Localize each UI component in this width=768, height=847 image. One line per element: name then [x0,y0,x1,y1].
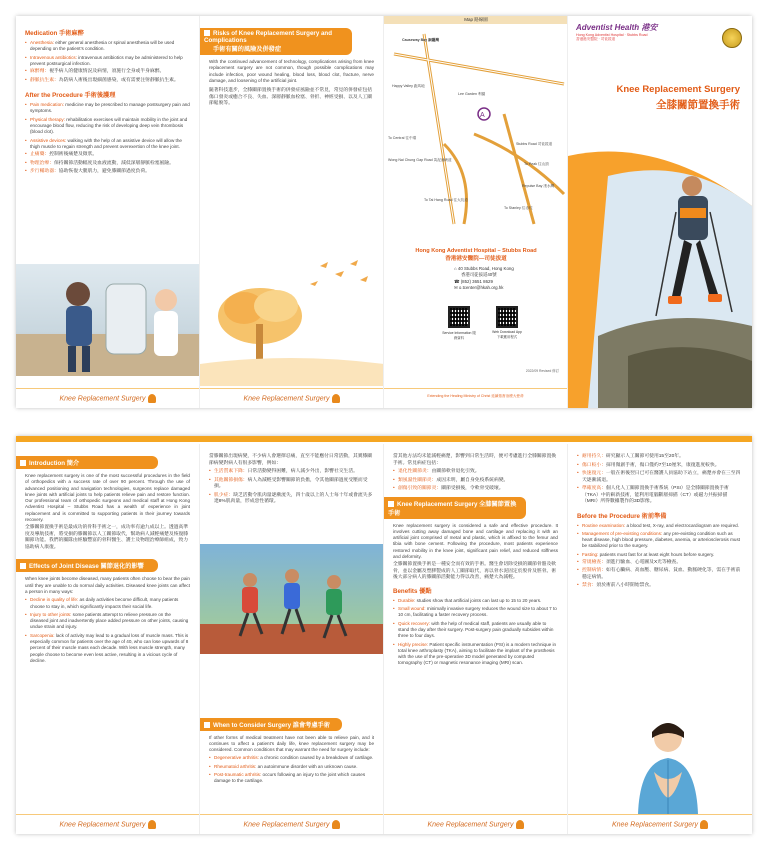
list-item: • 步行輔助器：協助恢復大腿肌力，避免膝關節過度負荷。 [25,169,190,176]
effects-text-en: When knee joints become diseased, many patients often choose to bear the pain until they are unable to do normal daily activities. Diseased knee joints can affect a person in many ways: [25,576,190,594]
square-icon [388,501,394,507]
intro-text-zh: 全膝關節置換手術是最成功的骨科手術之一，成功率有逾九成以上。透過高準度及導航技術，將受損的膝關節以人工關節取代，幫助病人減輕痛楚及恢復膝關節功能。我們的團隊由經驗豐富的骨科醫生、護士及物理治療師組成，致力協助病人康復。 [25,525,189,550]
risks-text-zh: 隨著科技進步，全膝關節置換手術的併發症風險並不常見，常見的併發症包括傷口發炎或癒合不良、失血、深層靜脈血栓塞、骨折、神經受損、以及人工關節鬆脫等。 [209,88,373,107]
runner-icon [332,820,340,829]
list-item: • 創傷引致的關節炎：關節受損後，令軟骨受破壞。 [393,486,558,493]
when-text-en: If other forms of medical treatment have not been able to relieve pain, and it continues to affect a patient's daily life, knee replacement surgery may be considered. Common conditions that may warrant the need for surgery include: [209,734,374,753]
footer: Knee Replacement Surgery [568,814,752,834]
list-item: • Assistive devices: walking with the help of an assistive device will allow the thigh muscle to regain strength and prevent overexertion of the knee joint. [25,138,190,151]
map-label: Repulse Bay 淺水灣 [522,184,555,188]
runner-icon [332,394,340,403]
list-item: • 準確度高：個人化人工關節置換手術系統（PSI）是全膝關節置換手術（TKA）中的嶄新技術，能利用電腦斷層掃描（CT）或磁力共振掃描（MRI）所得數據製作的3D影像。 [577,486,743,506]
map-label: Stubbs Road 司徒拔道 [516,142,553,146]
list-item: • 麻醉劑：視乎病人的健康情況及病情，須施行全身或半身麻醉。 [25,69,190,76]
list-item: • Management of pre-existing conditions: any pre-existing condition such as heart disease, high blood pressure, diabetes, anemia, or arteriosclerosis must be stabilized prior to the surgery. [577,531,743,550]
list-item: • Pain medication: medicine may be prescribed to manage postsurgery pain and symptoms. [25,102,190,115]
list-item: • 耐用持久：研究顯示人工關節可使用15至20年。 [577,454,743,461]
list-item: • 禁食：須於術前八小時開始禁食。 [577,583,743,590]
map-label: To Stanley 往赤柱 [504,206,533,210]
list-item: • Small wound: minimally invasive surgery reduces the wound size to about 7 to 10 cm, facilitating a faster recovery process. [393,606,558,619]
location-map [384,24,568,244]
nurse-photo [608,714,728,814]
panel-risks [200,16,384,408]
intro-text-en: Knee replacement surgery is one of the most successful procedures in the field of orthopedics with a success rate of over 90 percent. Through the use of advanced positioning and navigation technologies, surgeons replace damaged knee joints with artificial joints to help patients relieve pain and restore function. Our professional team of orthopedic surgeons and medical staff at Hong Kong Adventist Hospital – Stubbs Road has a wealth of experience in joint replacement and is committed to supporting patients in their journey towards recovery. [25,473,190,523]
map-label: Causeway Bay 銅鑼灣 [402,38,439,42]
after-procedure-list [25,102,190,176]
effects-list-zh [209,469,374,506]
list-item: • Injury to other joints: some patients attempt to relieve pressure on the diseased joint and inadvertently place added pressure on other joints, causing undue strain and injury. [25,612,190,631]
panel-surgery-benefits [384,444,568,834]
footer: Knee Replacement Surgery [16,814,199,834]
footer: Knee Replacement Surgery [200,388,383,408]
map-label: To Tai Hang Road 往大坑道 [424,198,468,202]
phone: ☎ (852) 3651 8629 [454,278,493,284]
section-title-benefits: Benefits 優點 [393,587,432,595]
panel-before-procedure [568,444,752,834]
when-list-zh [393,469,558,493]
footer: Knee Replacement Surgery [200,814,383,834]
section-title-when-surgery: When to Consider Surgery 誰會考慮手術 [200,718,342,731]
revised-date: 2022/09 Revised 修訂 [525,369,559,373]
about-text-zh: 全膝關節置換手術是一種安全而有效的手術。醫生會切除受損的關節骨骼及軟骨，並以金屬及塑膠製成的人工關節取代，再以骨水泥固定於股骨及脛骨。術後大部分病人的膝關節活動能力得以改善，痛楚大為減輕。 [393,562,557,581]
panel-introduction [16,444,200,834]
address: ⌂ 40 Stubbs Road, Hong Kong [454,266,514,271]
list-item: • 生活質素下降：日常活動變得困難，病人減少外出，影響社交生活。 [209,469,374,476]
square-icon [204,30,210,36]
walker-photo [16,264,200,376]
list-item: • 快速復元：一般在術後翌日已可在醫護人員協助下站立，痛楚亦會在三至四天逐漸減退。 [577,471,743,484]
panel-when-consider [200,444,384,834]
list-item: • 其他關節損傷：病人為減輕受影響關節的負擔，令其他關節過度受壓而受損。 [209,478,374,491]
section-title-knee-surgery: Knee Replacement Surgery 全膝關節置換手術 [384,497,526,519]
effects-text-zh: 當膝關節出現病變，不少病人會選擇忍痛，直至不能應付日常活動，其實膝關節病變對病人有很多影響，例如： [209,454,373,466]
list-item: • 靜脈抗生素：為防病人術後出現細菌感染，或有需要注射靜脈抗生素。 [25,78,190,85]
benefits-list [393,598,558,667]
list-item: • Post-traumatic arthritis: occurs following an injury to the joint which causes damage to the cartilage. [209,772,374,785]
risks-text-en: With the continued advancement of technology, complications arising from knee replacement surgery are not common, though possible complications may include infection, poor wound healing, blood loss, blood clot, fracture, nerve damage, and loosening of the artificial joint. [209,59,374,83]
qr-code-icon [496,306,518,328]
list-item: • Routine examination: a blood test, X-ray, and electrocardiogram are required. [577,523,743,529]
map-label: To Central 往中環 [388,136,417,140]
map-label: Happy Valley 跑馬地 [392,84,425,88]
list-item: • Physical therapy: rehabilitation exercises will maintain mobility in the joint and encourage blood flow, reducing the risk of developing deep vein thrombosis (blood clot). [25,117,190,136]
list-item: • 肌少症：缺乏活動令肌肉量逐漸流失，四十歲以上的人士每十年或會流失多達8%肌肉量，形成惡性循環。 [209,493,374,506]
about-text-en: Knee replacement surgery is considered a safe and effective procedure. It involves cutting away damaged bone and cartilage and replacing it with an artificial joint comprised of metal and plastic, which is affixed to the femur and tibia with bone cement. Following the procedure, most patients experience restored mobility in the knee joint, significant pain relief, and reduced stiffness and deformity. [393,522,558,559]
list-item: • Rheumatoid arthritis: an autoimmune disorder with an unknown cause. [209,764,374,770]
section-title-introduction: Introduction 簡介 [16,456,158,469]
section-title-before-procedure: Before the Procedure 術前準備 [577,512,667,520]
brand-logo: Adventist Health 港安 Hong Kong Adventist Hospital · Stubbs Road 香港港安醫院 · 司徒拔道 [576,23,658,41]
footer: Knee Replacement Surgery [384,814,567,834]
benefits-list-zh [577,454,743,506]
list-item: • Highly precise: Patient specific instrumentation (PSI) is a modern technique in total knee arthroplasty (TKA), aiming to facilitate the implant of the prosthesis with the use of the pre-operative 3D model generated by computed tomography (CT) or magnetic resonance imaging (MRI) scan. [393,642,558,667]
panel-medication [16,16,200,408]
map-label: Lee Garden 利園 [458,92,486,96]
medication-list [25,40,190,84]
top-accent-bar [16,436,752,442]
award-seal-icon [722,28,742,48]
footer: Knee Replacement Surgery [16,388,199,408]
qr-service[interactable]: Service Information 服務資料 [442,306,476,340]
runner-icon [516,820,524,829]
effects-list [25,597,190,664]
section-title-risks: Risks of Knee Replacement Surgery and Complications 手術有關的風險及併發症 [200,28,352,55]
list-item: • Degenerative arthritis: a chronic condition caused by a breakdown of cartilage. [209,755,374,761]
list-item: • 傷口較小：採用微創手術，傷口僅約7至10厘米，康復進度較快。 [577,463,743,470]
square-icon [204,722,210,728]
map-label: Wong Nai Chung Gap Road 黃泥涌峽道 [388,158,452,162]
list-item: • Quick recovery: with the help of medical staff, patients are usually able to stand the day after their surgery. Post-surgery pain gradually subsides within three to four days. [393,621,558,640]
before-list [577,523,743,590]
when-list [209,755,374,784]
runner-icon [148,820,156,829]
list-item: • 常規檢查：須進行驗血、心電圖及X光等檢查。 [577,560,743,567]
section-title-medication: Medication 手術麻醉 [25,30,84,37]
map-title: Map 路線圖 [384,16,568,24]
runner-icon [148,394,156,403]
email[interactable]: ✉ o.tcenter@hkah.org.hk [454,284,504,290]
map-label: To Peak 往山頂 [524,162,549,166]
list-item: • Durable: studies show that artificial joints can last up to 15 to 20 years. [393,598,558,604]
list-item: • 物理治療：保持關節活動幅度及血液流動，減低深層靜脈栓塞風險。 [25,161,190,168]
cover-title: Knee Replacement Surgery 全膝關節置換手術 [616,84,740,111]
list-item: • Decline in quality of life: as daily activities become difficult, many patients choose to stay in, which significantly impacts their social life. [25,597,190,610]
panel-map [384,16,568,408]
list-item: • Fasting: patients must fast for at least eight hours before surgery. [577,552,743,558]
brochure-outside-sheet [16,16,752,408]
square-icon [20,563,26,569]
list-item: • 控制病情：如有心臟病、高血壓、糖尿病、貧血、動脈硬化等，需在手術前穩定病情。 [577,568,743,581]
runners-photo [200,544,384,654]
runner-icon [700,820,708,829]
square-icon [20,460,26,466]
list-item: • Intravenous antibiotics: intravenous antibiotics may be administered to help prevent postsurgical infection. [25,55,190,68]
svg-text:A: A [480,112,485,119]
tree-illustration [200,246,384,386]
hiker-photo [568,116,752,408]
section-title-effects: Effects of Joint Disease 關節退化的影響 [16,559,158,572]
list-item: • Sarcopenia: lack of activity may lead to a gradual loss of muscle mass. This is especially common for patients over the age of 40, who can lose upwards of 8 percent of their muscle mass each decade. With less muscle strength, many people choose to become even less active, resulting in a vicious cycle of decline. [25,633,190,664]
brochure-inside-sheet [16,436,752,834]
list-item: • Anesthesia: either general anesthesia or spinal anesthesia will be used depending on the patient's condition. [25,40,190,53]
qr-app[interactable]: Web Download App 下載應用程式 [490,306,524,339]
panel-cover [568,16,752,408]
qr-code-icon [448,306,470,328]
section-title-after-procedure: After the Procedure 手術後護理 [25,92,116,100]
contact-info: ⌂ 40 Stubbs Road, Hong Kong 香港司徒拔道40號 ☎ (852) 3651 8629 ✉ o.tcenter@hkah.org.hk [454,266,514,290]
hospital-name: Hong Kong Adventist Hospital – Stubbs Road 香港港安醫院—司徒拔道 [415,248,537,262]
list-item: • 退化性關節炎：由關節軟骨退化引致。 [393,469,558,476]
when-text-zh: 當其他方法均未能減輕痛楚，影響到日常生活時，便可考慮進行全膝關節置換手術。常見病症包括： [393,454,557,466]
tagline: Extending the Healing Ministry of Christ 延續基督治療大使命 [384,388,567,408]
list-item: • 止痛藥：控制術後痛楚及徵狀。 [25,152,190,159]
list-item: • 類風濕性關節炎：成因未明，屬自身免疫系統病變。 [393,478,558,485]
